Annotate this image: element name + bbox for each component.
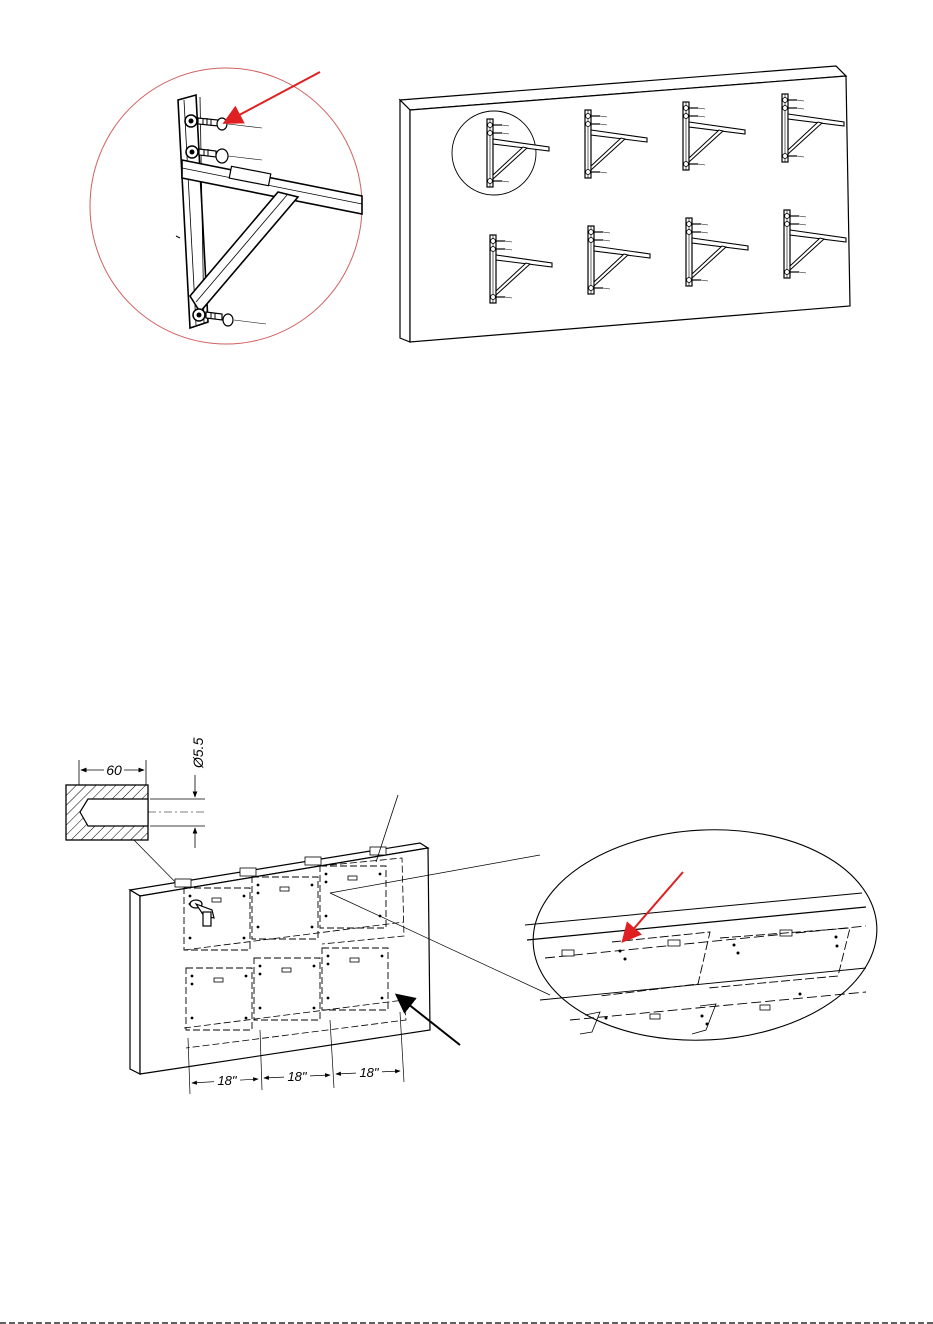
spacing-label-2: 18" [287, 1069, 307, 1084]
detail-callout-circle [90, 68, 362, 344]
magnified-view-oval [525, 821, 882, 1049]
spacing-label-1: 18" [217, 1073, 237, 1088]
hole-depth-label: 60 [106, 762, 122, 778]
hole-section-detail [66, 737, 206, 895]
bracket-board [400, 66, 850, 342]
mounting-board [130, 795, 550, 1094]
bottom-figure [66, 737, 882, 1094]
top-figure [90, 66, 850, 344]
spacing-label-3: 18" [359, 1065, 379, 1080]
hole-diameter-label: Ø5.5 [190, 737, 206, 768]
